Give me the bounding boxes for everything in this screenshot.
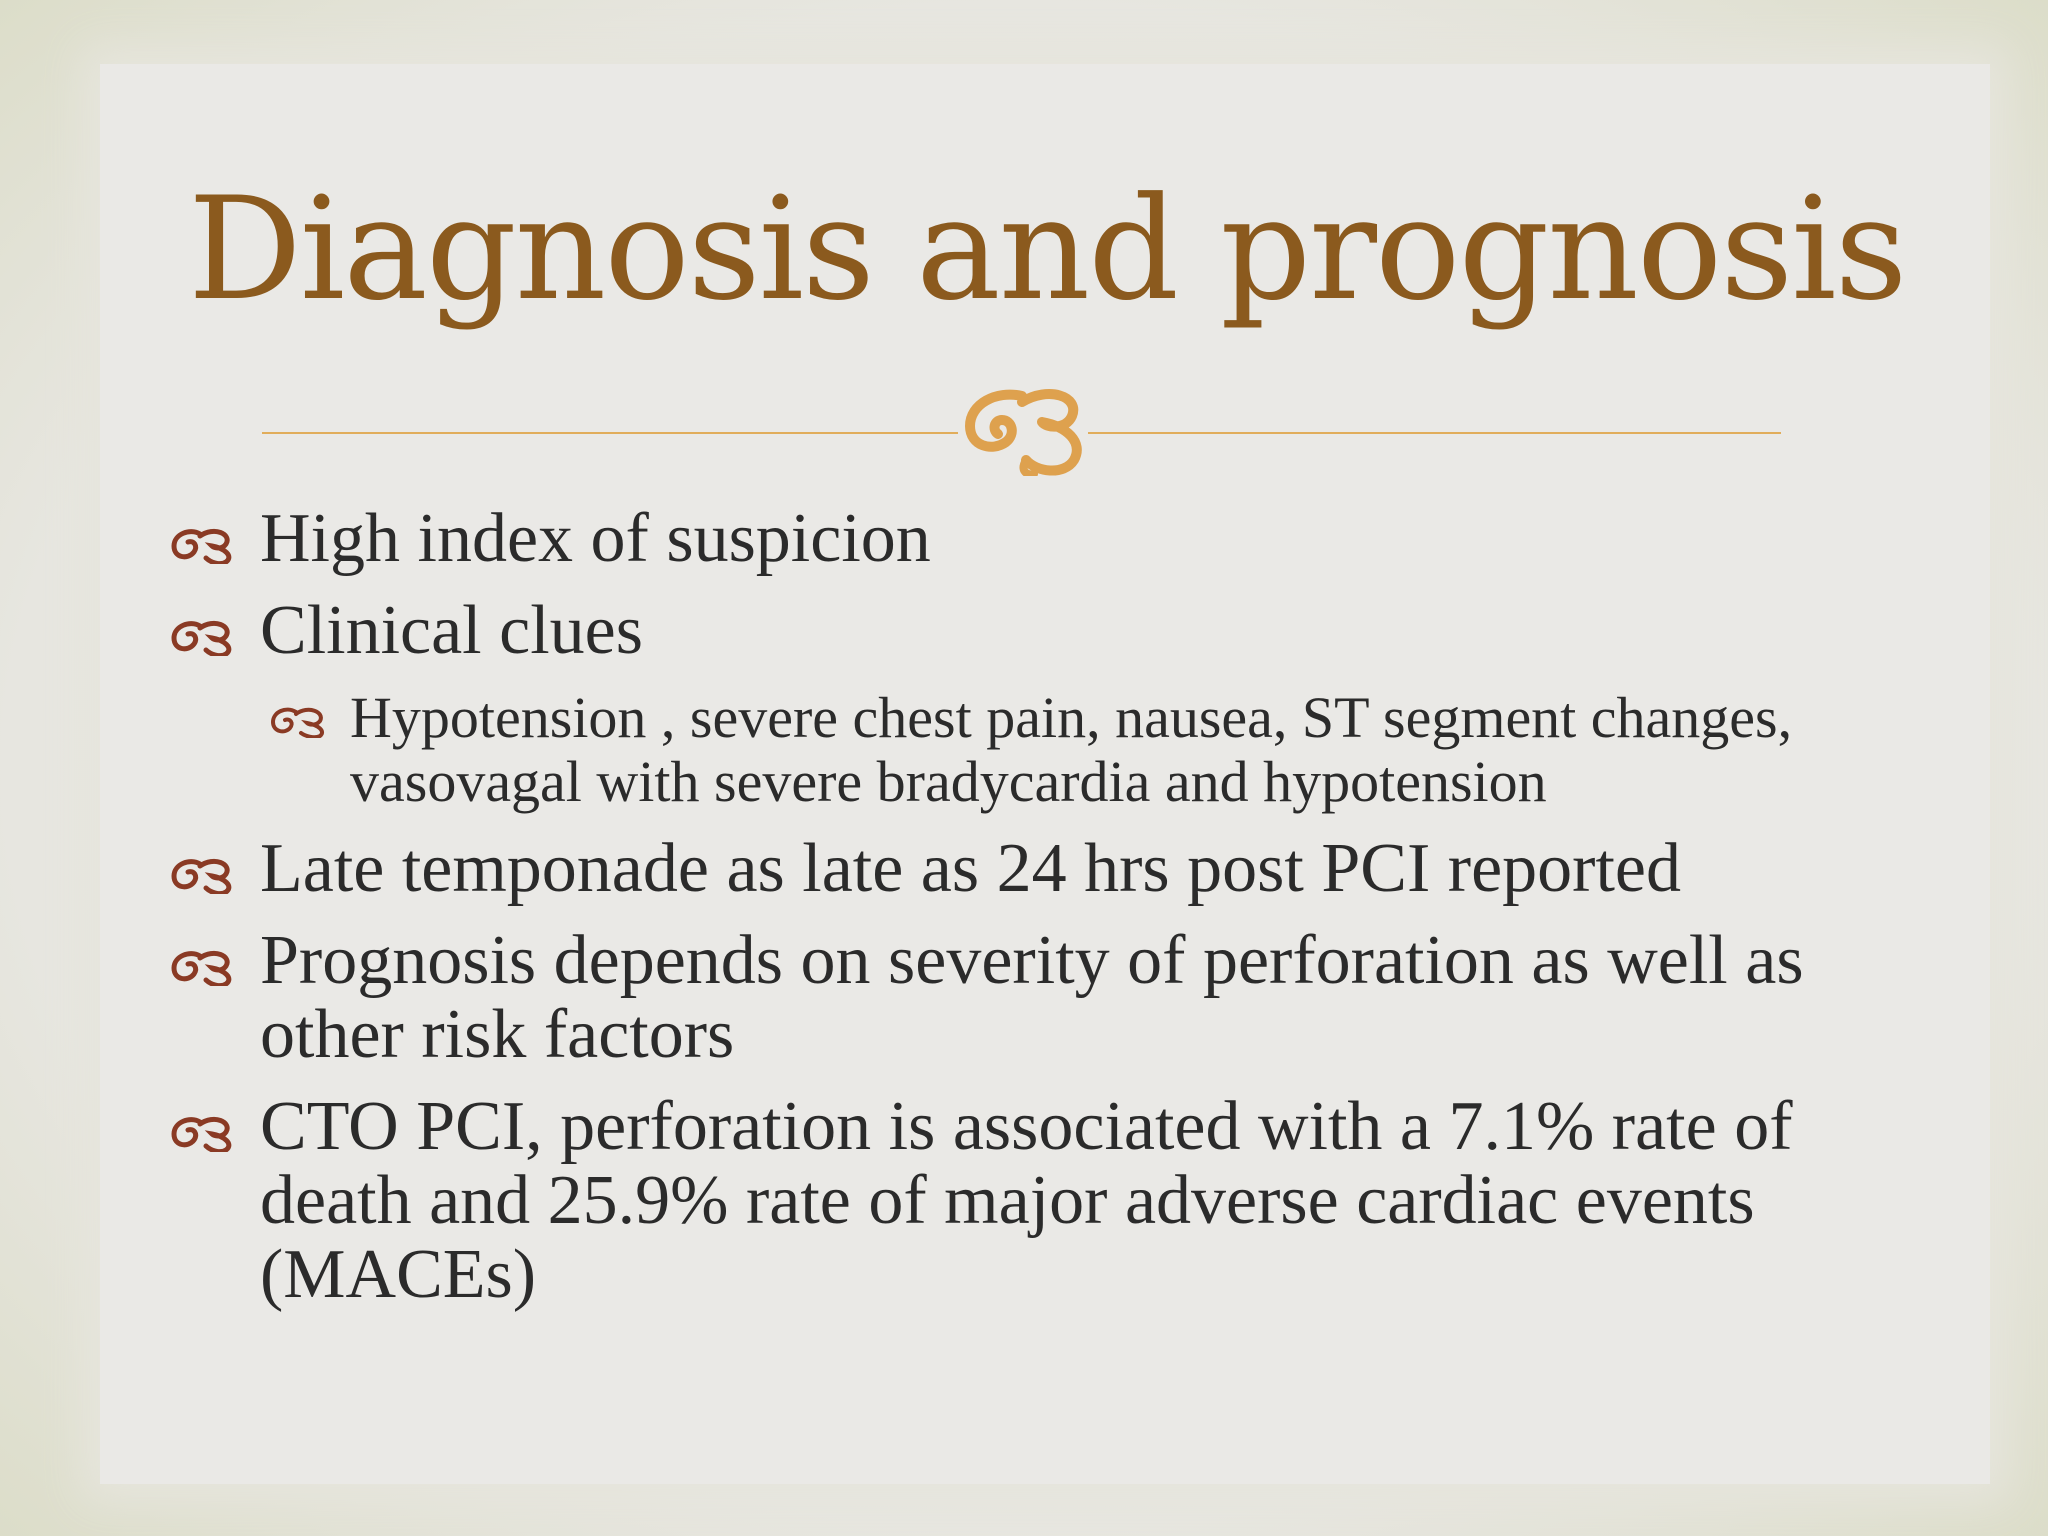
flourish-sub-bullet-icon	[270, 704, 328, 738]
sub-bullet-text: Hypotension , severe chest pain, nausea, ST segment changes, vasovagal with severe bradycardia and hypotension	[350, 685, 1793, 814]
flourish-bullet-icon	[170, 946, 236, 986]
bullet-item	[170, 832, 1890, 906]
bullet-text: Clinical clues	[260, 592, 643, 669]
bullet-item	[170, 924, 1890, 1072]
bullet-item	[170, 1090, 1890, 1312]
bullet-text: Late temponade as late as 24 hrs post PCI reported	[260, 830, 1681, 907]
bullet-list	[170, 502, 1890, 1330]
bullet-text: CTO PCI, perforation is associated with a 7.1% rate of death and 25.9% rate of major adverse cardiac events (MACEs)	[260, 1088, 1793, 1313]
flourish-bullet-icon	[170, 524, 236, 564]
sub-bullet-item	[270, 686, 1810, 814]
flourish-bullet-icon	[170, 1112, 236, 1152]
flourish-bullet-icon	[170, 616, 236, 656]
bullet-text: High index of suspicion	[260, 500, 931, 577]
bullet-item	[170, 594, 1890, 668]
flourish-ornament-icon	[956, 376, 1092, 476]
bullet-item	[170, 502, 1890, 576]
flourish-bullet-icon	[170, 854, 236, 894]
bullet-text: Prognosis depends on severity of perforation as well as other risk factors	[260, 922, 1804, 1073]
title-divider-right	[1088, 432, 1781, 434]
slide-title: Diagnosis and prognosis	[188, 167, 1906, 332]
title-divider-left	[262, 432, 958, 434]
